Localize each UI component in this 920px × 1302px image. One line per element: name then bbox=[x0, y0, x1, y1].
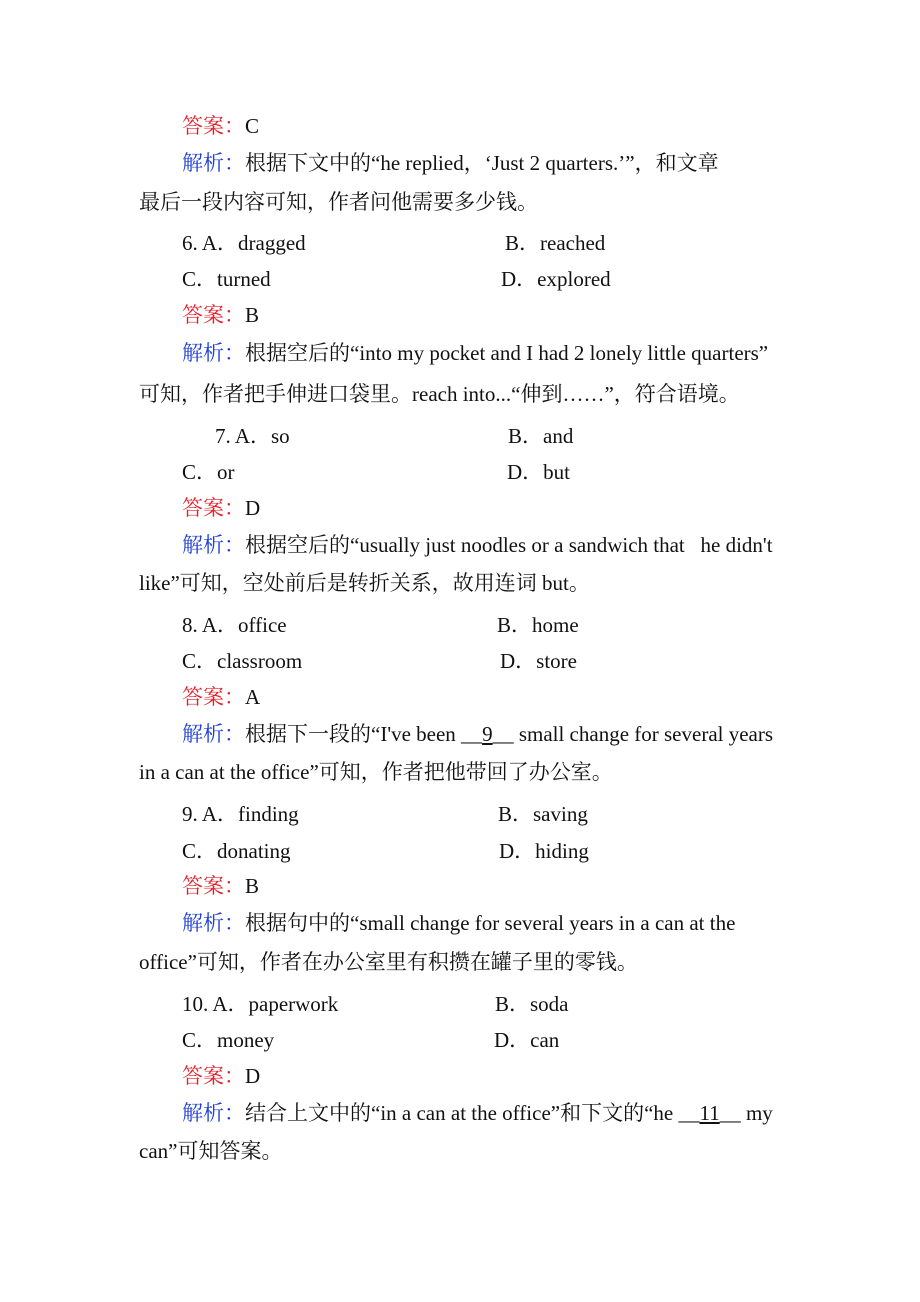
answer-label: 答案： bbox=[182, 496, 245, 520]
option-d: D．explored bbox=[501, 267, 611, 291]
answer-value: D bbox=[245, 496, 261, 520]
option-d: D．can bbox=[494, 1028, 560, 1052]
answer-line bbox=[182, 495, 260, 521]
explanation-text: 根据下一段的“I've been __ bbox=[245, 722, 483, 746]
answer-line bbox=[182, 684, 260, 710]
explanation-label: 解析： bbox=[182, 722, 245, 746]
explanation-text: __ my bbox=[719, 1101, 773, 1125]
answer-line bbox=[182, 302, 259, 328]
explanation-label: 解析： bbox=[182, 341, 245, 365]
option-a: 7. A．so bbox=[215, 424, 290, 448]
explanation-text: 根据句中的“small change for several years in a can at the bbox=[245, 911, 736, 935]
option-c: C．classroom bbox=[182, 649, 303, 673]
answer-label: 答案： bbox=[182, 874, 245, 898]
explanation-continuation: in a can at the office”可知，作者把他带回了办公室。 bbox=[139, 760, 613, 784]
option-c: C．money bbox=[182, 1028, 275, 1052]
explanation-line bbox=[182, 721, 773, 747]
explanation-text: 结合上文中的“in a can at the office”和下文的“he __ bbox=[245, 1101, 700, 1125]
answer-value: B bbox=[245, 874, 260, 898]
explanation-text: 根据空后的“usually just noodles or a sandwich that he didn't bbox=[245, 533, 773, 557]
option-b: B．saving bbox=[498, 802, 588, 826]
explanation-label: 解析： bbox=[182, 1101, 245, 1125]
explanation-line bbox=[182, 910, 735, 936]
option-a: 6. A．dragged bbox=[182, 231, 306, 255]
option-d: D．store bbox=[500, 649, 577, 673]
answer-line bbox=[182, 873, 259, 899]
explanation-text: __ small change for several years bbox=[492, 722, 774, 746]
explanation-label: 解析： bbox=[182, 533, 245, 557]
answer-label: 答案： bbox=[182, 303, 245, 327]
option-b: B．soda bbox=[495, 992, 569, 1016]
explanation-continuation: 最后一段内容可知，作者问他需要多少钱。 bbox=[139, 190, 538, 214]
option-a: 8. A．office bbox=[182, 613, 287, 637]
option-a: 9. A．finding bbox=[182, 802, 299, 826]
answer-line bbox=[182, 113, 259, 139]
explanation-line bbox=[182, 150, 719, 176]
answer-label: 答案： bbox=[182, 114, 245, 138]
explanation-continuation: 可知，作者把手伸进口袋里。reach into...“伸到……”，符合语境。 bbox=[139, 382, 740, 406]
option-c: C．or bbox=[182, 460, 235, 484]
explanation-line bbox=[182, 1100, 773, 1126]
explanation-continuation: like”可知，空处前后是转折关系，故用连词 but。 bbox=[139, 571, 590, 595]
explanation-line bbox=[182, 340, 768, 366]
explanation-text: 根据下文中的“he replied，‘Just 2 quarters.’”，和文章 bbox=[245, 151, 719, 175]
blank-number: 11 bbox=[699, 1101, 720, 1125]
answer-value: B bbox=[245, 303, 260, 327]
explanation-label: 解析： bbox=[182, 911, 245, 935]
explanation-text: 根据空后的“into my pocket and I had 2 lonely little quarters” bbox=[245, 341, 769, 365]
answer-value: C bbox=[245, 114, 260, 138]
option-c: C．donating bbox=[182, 839, 291, 863]
option-d: D．hiding bbox=[499, 839, 589, 863]
option-d: D．but bbox=[507, 460, 570, 484]
blank-number: 9 bbox=[482, 722, 493, 746]
answer-label: 答案： bbox=[182, 685, 245, 709]
answer-line bbox=[182, 1063, 260, 1089]
option-b: B．and bbox=[508, 424, 574, 448]
answer-value: A bbox=[245, 685, 261, 709]
option-c: C．turned bbox=[182, 267, 271, 291]
option-b: B．reached bbox=[505, 231, 606, 255]
explanation-line bbox=[182, 532, 773, 558]
option-a: 10. A．paperwork bbox=[182, 992, 339, 1016]
explanation-label: 解析： bbox=[182, 151, 245, 175]
explanation-continuation: office”可知，作者在办公室里有积攒在罐子里的零钱。 bbox=[139, 950, 638, 974]
option-b: B．home bbox=[497, 613, 579, 637]
explanation-continuation: can”可知答案。 bbox=[139, 1139, 283, 1163]
answer-value: D bbox=[245, 1064, 261, 1088]
answer-label: 答案： bbox=[182, 1064, 245, 1088]
